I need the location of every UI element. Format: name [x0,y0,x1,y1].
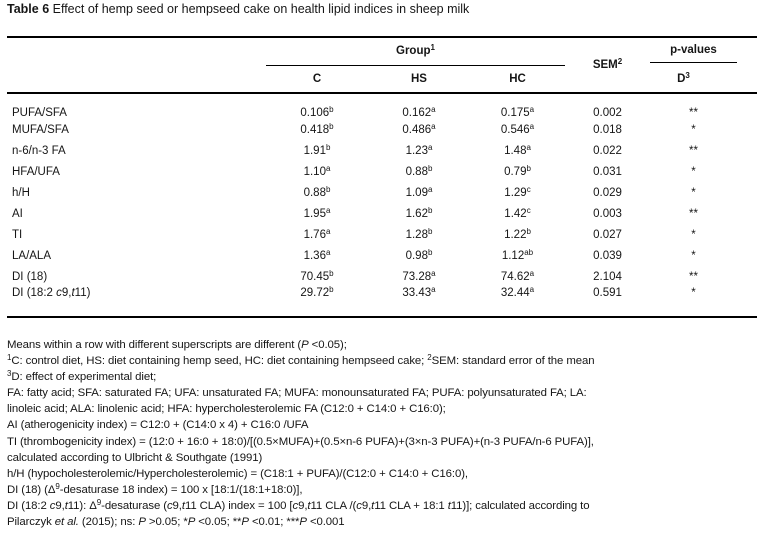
col-p: ** [689,107,698,119]
col-hs: 0.88$^b$ [405,163,433,178]
col-hs: 0.98$^b$ [405,247,433,262]
table-row [7,287,757,317]
col-hs: 1.28$^b$ [405,226,433,241]
footnote-line: TI (thrombogenicity index) = (12:0 + 16:0 + 18:0)/[(0.5×MUFA)+(0.5×n-6 PUFA)+(3×n-3 PUFA)+(n-3 PUFA/n-6 PUFA)], [7,435,594,448]
footnote-line: DI (18:2 c9,t11): $\Delta^9$-desaturase (c9,t11 CLA) index = 100 [c9,t11 CLA /(c9,t11 CLA + 18:1 t11)]; calculated according to [7,497,590,512]
col-p: * [691,228,696,241]
col-header-hs: HS [368,65,470,93]
group-header-sup: 1 [430,43,435,53]
footnote-line: $^3$D: effect of experimental diet; [7,369,157,384]
d-header-sup: 3 [685,70,690,80]
table-row [7,119,757,140]
footnote-line: DI (18) ($\Delta^9$-desaturase 18 index) = 100 x [18:1/(18:1+18:0)], [7,481,303,496]
col-hs: 73.28$^a$ [402,268,436,283]
col-p: * [691,186,696,199]
sem-header [565,37,650,93]
col-hc: 1.29$^c$ [504,184,531,199]
row-label: TI [12,228,23,241]
col-c: 0.106$^b$ [300,105,334,119]
group-header [266,37,565,65]
footnote-line: linoleic acid; ALA: linolenic acid; HFA: hypercholesterolemic FA (C12:0 + C14:0 + C16:0); [7,403,446,416]
col-c: 1.10$^a$ [303,163,331,178]
row-label: n-6/n-3 FA [12,144,66,157]
col-hc: 32.44$^a$ [470,287,565,317]
col-hs: 1.09$^a$ [405,184,433,199]
col-hc: 1.12$^{ab}$ [501,247,534,262]
col-c: 0.88$^b$ [303,184,331,199]
col-hc: 1.48$^a$ [504,142,531,157]
col-c: 1.95$^a$ [303,205,331,220]
col-c: 29.72$^b$ [266,287,368,317]
footnote-line: AI (atherogenicity index) = C12:0 + (C14:0 x 4) + C16:0 /UFA [7,419,309,432]
col-p: * [691,249,696,262]
col-hs: 0.486$^a$ [402,121,436,136]
col-p: ** [689,144,698,157]
row-label: h/H [12,186,30,199]
col-c: 1.36$^a$ [303,247,331,262]
col-p: * [691,123,696,136]
row-label: MUFA/SFA [12,123,69,136]
footnote-line: Means within a row with different superscripts are different (P <0.05); [7,339,347,351]
table-caption-text: Effect of hemp seed or hempseed cake on health lipid indices in sheep milk [49,2,470,16]
table-body [7,93,757,317]
table-row [7,203,757,224]
row-label-header [7,37,266,93]
table-row [7,161,757,182]
col-sem: 0.039 [593,249,622,262]
footnote-line: calculated according to Ulbricht & Southgate (1991) [7,451,263,464]
col-hc: 0.546$^a$ [500,121,535,136]
d-header-label: D [677,72,686,85]
col-sem: 0.003 [593,207,622,220]
footnote-line: h/H (hypocholesterolemic/Hypercholesterolemic) = (C18:1 + PUFA)/(C12:0 + C14:0 + C16:0), [7,467,468,480]
col-sem: 0.002 [593,107,622,119]
footnote-line: $^1$C: control diet, HS: diet containing hemp seed, HC: diet containing hempseed cake; $^2$SEM: standard error of the mean [7,353,595,368]
footnote-line: Pilarczyk et al. (2015); ns: P >0.05; *P <0.05; **P <0.01; ***P <0.001 [7,516,345,529]
col-p: ** [689,270,698,283]
col-c: 70.45$^b$ [300,268,334,283]
col-sem: 0.027 [593,228,622,241]
table-row [7,224,757,245]
col-c: 1.76$^a$ [303,226,331,241]
col-hc: 1.22$^b$ [504,226,531,241]
col-sem: 0.022 [593,144,622,157]
col-hc: 0.79$^b$ [504,163,531,178]
row-label: DI (18) [12,270,48,283]
footnotes [7,337,761,530]
col-hs: 1.23$^a$ [405,142,433,157]
sem-header-label: SEM [592,59,618,71]
table-header [7,37,757,93]
col-sem: 0.031 [593,165,622,178]
col-header-hc: HC [470,65,565,93]
col-p: * [650,287,757,317]
col-hs: 0.162$^a$ [402,105,436,119]
table-row [7,140,757,161]
col-header-c: C [266,65,368,93]
col-hc: 1.42$^c$ [504,205,531,220]
table-number: Table 6 [7,2,50,16]
lipid-indices-table [7,36,757,318]
table-row [7,182,757,203]
row-label: LA/ALA [12,249,51,262]
col-hc: 0.175$^a$ [500,105,535,119]
col-sem: 0.018 [593,123,622,136]
group-header-label: Group [396,45,431,58]
col-hs: 1.62$^b$ [405,205,433,220]
col-c: 1.91$^b$ [303,142,331,157]
footnote-line: FA: fatty acid; SFA: saturated FA; UFA: unsaturated FA; MUFA: monounsaturated FA; PUFA: polyunsaturated FA; LA: [7,387,587,400]
col-p: ** [689,207,698,220]
col-p: * [691,165,696,178]
col-sem: 0.591 [565,287,650,317]
row-label: HFA/UFA [12,165,60,178]
col-sem: 0.029 [593,186,622,199]
table-row [7,245,757,266]
table-caption [7,2,469,16]
col-hc: 74.62$^a$ [500,268,535,283]
col-hs: 33.43$^a$ [368,287,470,317]
col-header-d [650,65,757,93]
table-row [7,93,757,119]
pvalues-header [650,37,757,65]
col-c: 0.418$^b$ [300,121,334,136]
row-label: DI (18:2 c9,t11) [7,287,266,317]
pvalues-header-label: p-values [670,44,717,56]
row-label: AI [12,207,23,220]
sem-header-sup: 2 [617,57,623,66]
table-row [7,266,757,287]
row-label: PUFA/SFA [12,107,67,119]
col-sem: 2.104 [593,270,622,283]
